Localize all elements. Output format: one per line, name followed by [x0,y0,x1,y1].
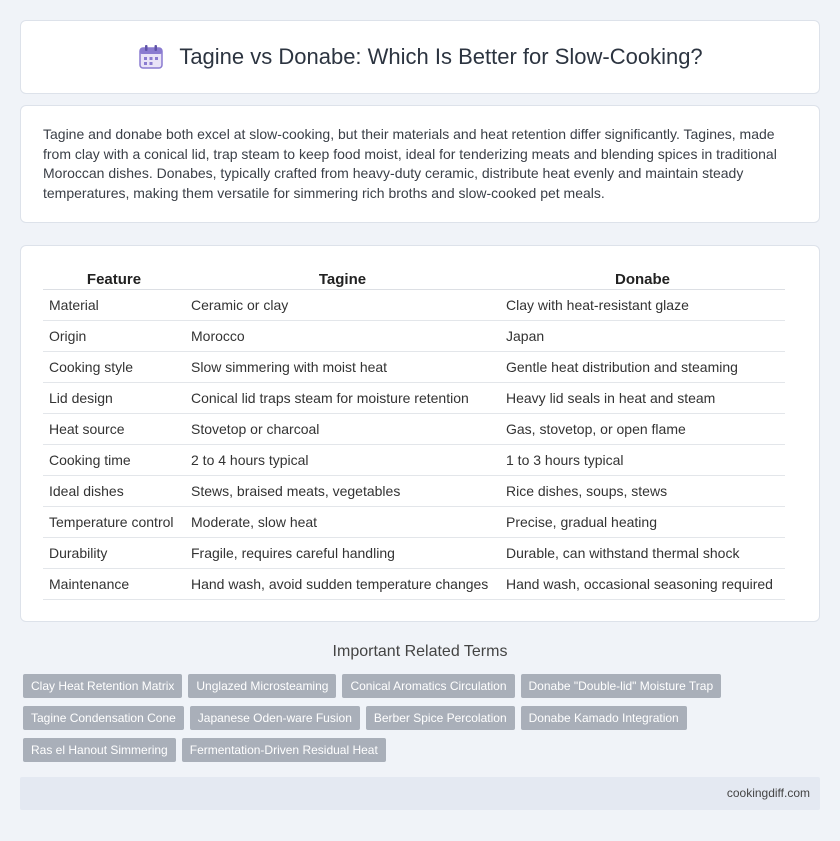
feature-cell: Ideal dishes [43,476,185,507]
tagine-cell: Moderate, slow heat [185,507,500,538]
tag-row [23,706,813,730]
donabe-cell: Heavy lid seals in heat and steam [500,383,785,414]
table-row [43,290,785,321]
intro-card [20,105,820,223]
tagine-cell: Slow simmering with moist heat [185,352,500,383]
feature-cell: Temperature control [43,507,185,538]
feature-cell: Origin [43,321,185,352]
related-term-tag[interactable]: Donabe Kamado Integration [521,706,687,730]
donabe-cell: Precise, gradual heating [500,507,785,538]
related-term-tag[interactable]: Donabe "Double-lid" Moisture Trap [521,674,722,698]
related-term-tag[interactable]: Ras el Hanout Simmering [23,738,176,762]
related-terms-tags [23,674,813,770]
table-header-row [43,266,785,290]
tagine-cell: Stews, braised meats, vegetables [185,476,500,507]
related-term-tag[interactable]: Japanese Oden-ware Fusion [190,706,360,730]
donabe-cell: 1 to 3 hours typical [500,445,785,476]
feature-cell: Lid design [43,383,185,414]
table-row [43,383,785,414]
table-row [43,569,785,600]
header-card [20,20,820,94]
feature-cell: Maintenance [43,569,185,600]
table-row [43,414,785,445]
donabe-cell: Clay with heat-resistant glaze [500,290,785,321]
donabe-cell: Gentle heat distribution and steaming [500,352,785,383]
feature-cell: Cooking style [43,352,185,383]
page-title: Tagine vs Donabe: Which Is Better for Slow-Cooking? [179,44,703,69]
footer-site-link[interactable]: cookingdiff.com [726,786,810,800]
tagine-cell: Stovetop or charcoal [185,414,500,445]
tag-row [23,738,813,762]
table-row [43,507,785,538]
related-term-tag[interactable]: Berber Spice Percolation [366,706,515,730]
comparison-table [43,266,785,600]
donabe-cell: Gas, stovetop, or open flame [500,414,785,445]
calendar-icon [137,43,165,71]
table-row [43,352,785,383]
tag-row [23,674,813,698]
header-tagine: Tagine [185,266,500,290]
title-wrap [137,43,702,71]
tagine-cell: 2 to 4 hours typical [185,445,500,476]
tagine-cell: Ceramic or clay [185,290,500,321]
footer [20,777,820,810]
table-row [43,538,785,569]
feature-cell: Material [43,290,185,321]
related-term-tag[interactable]: Fermentation-Driven Residual Heat [182,738,386,762]
related-terms-title: Important Related Terms [332,643,508,660]
table-row [43,445,785,476]
related-term-tag[interactable]: Tagine Condensation Cone [23,706,184,730]
donabe-cell: Japan [500,321,785,352]
table-row [43,321,785,352]
donabe-cell: Hand wash, occasional seasoning required [500,569,785,600]
donabe-cell: Durable, can withstand thermal shock [500,538,785,569]
tagine-cell: Hand wash, avoid sudden temperature changes [185,569,500,600]
tagine-cell: Conical lid traps steam for moisture retention [185,383,500,414]
header-feature: Feature [43,266,185,290]
intro-text: Tagine and donabe both excel at slow-cooking, but their materials and heat retention differ significantly. Tagines, made from clay with a conical lid, trap steam to keep food moist, ideal for tenderizing meats and blending spices in traditional Moroccan dishes. Donabes, typically crafted from heavy-duty ceramic, distribute heat evenly and maintain steady temperatures, making them versatile for simmering rich broths and slow-cooked pet meals. [43,126,777,201]
header-donabe: Donabe [500,266,785,290]
related-term-tag[interactable]: Clay Heat Retention Matrix [23,674,182,698]
tagine-cell: Morocco [185,321,500,352]
related-term-tag[interactable]: Conical Aromatics Circulation [342,674,514,698]
comparison-card [20,245,820,622]
feature-cell: Cooking time [43,445,185,476]
feature-cell: Durability [43,538,185,569]
feature-cell: Heat source [43,414,185,445]
donabe-cell: Rice dishes, soups, stews [500,476,785,507]
table-row [43,476,785,507]
tagine-cell: Fragile, requires careful handling [185,538,500,569]
related-term-tag[interactable]: Unglazed Microsteaming [188,674,336,698]
